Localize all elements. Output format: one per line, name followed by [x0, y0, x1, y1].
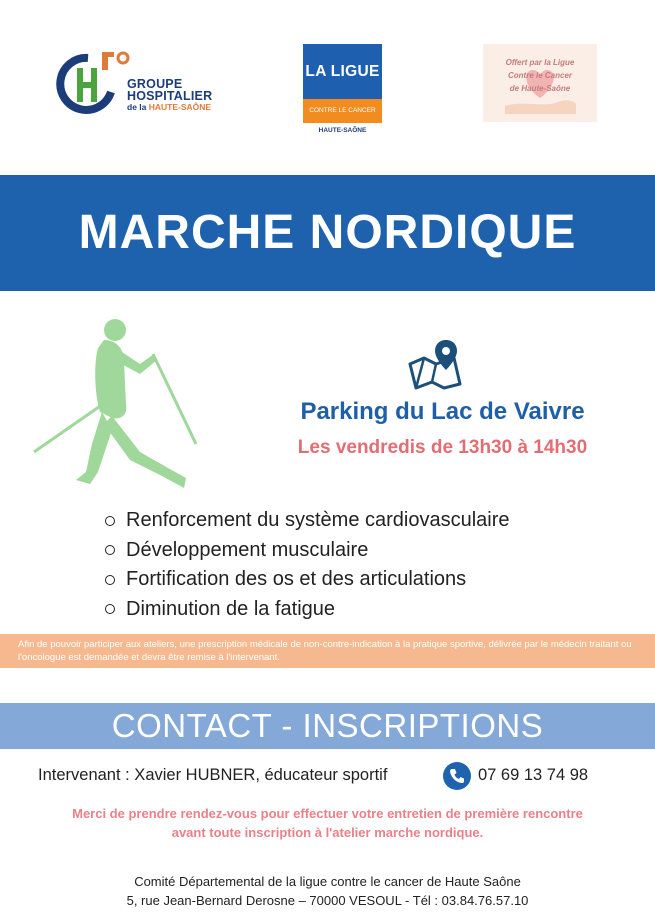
offert-line3: de Haute-Saône [509, 84, 571, 93]
notice-text: Afin de pouvoir participer aux ateliers, une prescription médicale de non-contre-indication à la pratique sportive, délivrée par le médecin traitant ou l'oncologue est demandée et devra être remise à l'intervenant. [18, 639, 632, 663]
appointment-note-line1: Merci de prendre rendez-vous pour effectuer votre entretien de première rencontre [72, 806, 583, 821]
logo-ligue-contre-le-cancer [303, 44, 383, 139]
map-location-icon [404, 338, 464, 390]
contact-band [0, 703, 655, 749]
benefit-label: Développement musculaire [126, 538, 369, 561]
event-location: Parking du Lac de Vaivre [300, 398, 585, 425]
intervenant-info: Intervenant : Xavier HUBNER, éducateur sportif [38, 766, 388, 784]
ligue-top-text: LA LIGUE [303, 44, 382, 99]
ghhs-line3-prefix: de la [127, 102, 149, 112]
prescription-notice [0, 634, 655, 668]
phone-number[interactable]: 07 69 13 74 98 [478, 766, 589, 784]
offert-line1: Offert par la Ligue [505, 58, 575, 67]
footer-line2: 5, rue Jean-Bernard Derosne – 70000 VESOUL - Tél : 03.84.76.57.10 [126, 893, 529, 908]
offert-line2: Contre le Cancer [507, 71, 573, 80]
ghhs-line2: HOSPITALIER [127, 89, 213, 103]
list-item [105, 565, 605, 595]
list-item [105, 536, 605, 566]
ghhs-mark-icon [55, 48, 130, 118]
list-item [105, 595, 605, 625]
bullet-icon [105, 516, 115, 526]
benefit-label: Renforcement du système cardiovasculaire [126, 509, 510, 531]
title-band [0, 175, 655, 291]
bullet-icon [105, 575, 115, 585]
appointment-note-line2: avant toute inscription à l'atelier marche nordique. [171, 825, 484, 840]
benefits-list [105, 506, 605, 624]
bullet-icon [105, 545, 115, 555]
logo-groupe-hospitalier [55, 48, 220, 118]
footer [0, 872, 655, 910]
benefit-label: Fortification des os et des articulations [126, 568, 467, 590]
ligue-bottom-text: HAUTE-SAÔNE [318, 127, 367, 134]
ligue-middle-text: CONTRE LE CANCER [303, 99, 382, 123]
list-item [105, 506, 605, 536]
footer-line1: Comité Départemental de la ligue contre le cancer de Haute Saône [134, 874, 521, 889]
contact-title: CONTACT - INSCRIPTIONS [111, 707, 544, 744]
phone-icon [443, 762, 471, 790]
event-schedule: Les vendredis de 13h30 à 14h30 [297, 437, 588, 458]
nordic-walker-icon [28, 312, 203, 497]
ghhs-line3-accent: HAUTE-SAÔNE [148, 102, 212, 112]
bullet-icon [105, 604, 115, 614]
page-title: MARCHE NORDIQUE [78, 206, 577, 259]
ghhs-line1: GROUPE [127, 77, 183, 91]
logo-offert-par-la-ligue [483, 44, 597, 122]
appointment-note [0, 804, 655, 842]
benefit-label: Diminution de la fatigue [126, 597, 336, 620]
